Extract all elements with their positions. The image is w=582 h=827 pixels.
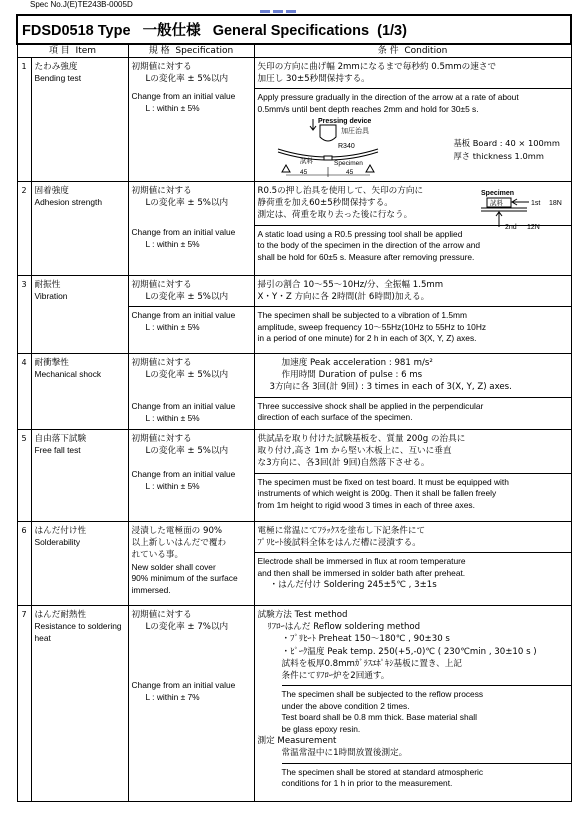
title-en: General Specifications — [212, 23, 370, 39]
table-row — [17, 276, 571, 354]
test-method: 試験方法 Test method — [257, 610, 348, 620]
title-type: FDSD0518 Type — [22, 23, 131, 39]
row-number: 6 — [17, 522, 31, 606]
span-left: 45 — [299, 169, 307, 177]
spec-number: Spec No.J(E)TE243B-0005D — [30, 0, 133, 9]
table-row — [17, 430, 571, 522]
spec-cell: 初期値に対する Lの変化率 ± 5%以内 Change from an initial value L : within ± 5% — [128, 182, 254, 276]
second-load-label: 2nd — [504, 224, 517, 231]
row-number: 7 — [17, 606, 31, 802]
bending-test-diagram — [258, 115, 448, 177]
radius-label: R340 — [337, 143, 355, 151]
spec-sheet — [16, 14, 570, 802]
specimen-jp-label: 試料 — [489, 200, 503, 207]
item-cell: はんだ付け性 Solderability — [31, 522, 128, 606]
row-number: 3 — [17, 276, 31, 354]
first-load-value: 18N — [548, 200, 562, 207]
table-row — [17, 182, 571, 276]
table-row — [17, 606, 571, 802]
table-row — [17, 354, 571, 430]
table-row — [17, 58, 571, 182]
item-cell: 固着強度 Adhesion strength — [31, 182, 128, 276]
item-cell: はんだ耐熱性 Resistance to soldering heat — [31, 606, 128, 802]
measurement-title: 測定 Measurement — [257, 736, 337, 747]
spec-cell: 初期値に対する Lの変化率 ± 5%以内 Change from an initial value L : within ± 5% — [128, 430, 254, 522]
row-number: 4 — [17, 354, 31, 430]
row-number: 2 — [17, 182, 31, 276]
item-cell: たわみ強度 Bending test — [31, 58, 128, 182]
sheet-title — [17, 15, 571, 44]
condition-cell: 加速度 Peak acceleration : 981 m/s² 作用時間 Duration of pulse : 6 ms 3方向に各 3回(計 9回) : 3 times in each of 3(X, Y, Z) axes. Three successive shock shall be applied in the perpendicular direction of each surface of the specimen. — [254, 354, 571, 430]
spec-cell: 初期値に対する Lの変化率 ± 7%以内 Change from an initial value L : within ± 7% — [128, 606, 254, 802]
column-condition: 条 件 Condition — [254, 44, 571, 58]
first-load-label: 1st — [530, 200, 540, 207]
spec-cell: 初期値に対する Lの変化率 ± 5%以内 Change from an initial value L : within ± 5% — [128, 58, 254, 182]
condition-cell: 掃引の割合 10～55～10Hz/分、全振幅 1.5mm X・Y・Z 方向に各 2時間(計 6時間)加える。 The specimen shall be subjected to a vibration of 1.5mm amplitude, sweep frequency 10～55Hz(10Hz to 55Hz to 10Hz in a period of one minute) for 2 h in each of 3(X, Y, Z) axes. — [254, 276, 571, 354]
condition-cell: 試験方法 Test method ﾘﾌﾛｰはんだ Reflow soldering method ・ﾌﾟﾘﾋｰﾄ Preheat 150～180℃ , 90±30 s ・ﾋﾟｰｸ温度 Peak temp. 250(+5,-0)℃ ( 230℃min , 30±10 s ) 試料を板厚0.8mmｶﾞﾗｽｴﾎﾟｷｼ基板に置き、上記 条件にてﾘﾌﾛｰ炉を2回通す。 The specimen shall be subjected to the reflow process under the above condition 2 times. Test board shall be 0.8 mm thick. Base material shall be glass epoxy resin. 測定 Measurement 常温常湿中に1時間放置後測定。 The specimen shall be stored at standard atmospheric conditions for 1 h in prior to the measurement. — [254, 606, 571, 802]
condition-cell: 矢印の方向に曲げ幅 2mmになるまで毎秒約 0.5mmの速さで 加圧し 30±5秒間保持する。 Apply pressure gradually in the direction of the arrow at a rate of about 0.5mm/s until bent depth reaches 2mm and hold for 30±5 s. Pressing device 加圧治具 R340 試料 Specimen 45 45 基板 Board : 40 × 100mm 厚さ thickness 1.0mm — [254, 58, 571, 182]
spec-table — [16, 14, 572, 802]
condition-cell: 供試品を取り付けた試験基板を、質量 200g の治具に 取り付け,高さ 1m から堅い木板上に、互いに垂直 な3方向に、各3回(計 9回)自然落下させる。 The specimen must be fixed on test board. It must be equipped with instruments of which weight is 200g. Then it shall be fallen freely from 1m height to rigid wood 3 times in each of three axes. — [254, 430, 571, 522]
preheat-condition: ・ﾌﾟﾘﾋｰﾄ Preheat 150～180℃ , 90±30 s — [281, 634, 450, 645]
adhesion-diagram — [477, 185, 569, 235]
soldering-condition: ・はんだ付け Soldering 245±5℃ , 3±1s — [269, 580, 437, 591]
second-load-value: 12N — [526, 224, 540, 231]
specimen-label: Specimen — [480, 190, 514, 197]
span-right: 45 — [345, 169, 353, 177]
pressing-jp-label: 加圧治具 — [340, 128, 369, 136]
thickness-spec: 厚さ thickness 1.0mm — [453, 151, 544, 162]
spec-cell: 初期値に対する Lの変化率 ± 5%以内 Change from an initial value L : within ± 5% — [128, 276, 254, 354]
item-cell: 耐振性 Vibration — [31, 276, 128, 354]
header-mark — [260, 0, 390, 4]
title-page: (1/3) — [377, 23, 407, 39]
specimen-jp-label: 試料 — [299, 158, 313, 166]
condition-cell: 電極に常温にてﾌﾗｯｸｽを塗布し下記条件にて ﾌﾟﾘﾋｰﾄ後試料全体をはんだ槽に浸漬する。 Electrode shall be immersed in flux at room temperature and then shall be immersed in solder bath after preheat. ・はんだ付け Soldering 245±5℃ , 3±1s — [254, 522, 571, 606]
row-number: 1 — [17, 58, 31, 182]
specimen-label: Specimen — [333, 160, 363, 168]
peak-temp-condition: ・ﾋﾟｰｸ温度 Peak temp. 250(+5,-0)℃ ( 230℃min , 30±10 s ) — [281, 646, 537, 657]
spec-cell: 初期値に対する Lの変化率 ± 5%以内 Change from an initial value L : within ± 5% — [128, 354, 254, 430]
condition-cell: R0.5の押し治具を使用して、矢印の方向に 静荷重を加え60±5秒間保持する。 測定は、荷重を取り去った後に行なう。 A static load using a R0.5 pressing tool shall be applied to the body of the specimen in the direction of the arrow and shall be hold for 60±5 s. Measure after removing pressure. Specimen 試料 1st 18N 2nd 12N — [254, 182, 571, 276]
item-cell: 耐衝撃性 Mechanical shock — [31, 354, 128, 430]
table-row — [17, 522, 571, 606]
reflow-method: ﾘﾌﾛｰはんだ Reflow soldering method — [267, 622, 421, 633]
board-spec: 基板 Board : 40 × 100mm — [453, 138, 560, 149]
spec-cell: 浸漬した電極面の 90% 以上新しいはんだで覆わ れている事。 New solder shall cover 90% minimum of the surface immersed. — [128, 522, 254, 606]
title-jp: 一般仕様 — [142, 23, 201, 39]
pressing-label: Pressing device — [317, 118, 371, 126]
item-cell: 自由落下試験 Free fall test — [31, 430, 128, 522]
column-spec: 規 格 Specification — [128, 44, 254, 58]
row-number: 5 — [17, 430, 31, 522]
column-item: 項 目 Item — [17, 44, 128, 58]
